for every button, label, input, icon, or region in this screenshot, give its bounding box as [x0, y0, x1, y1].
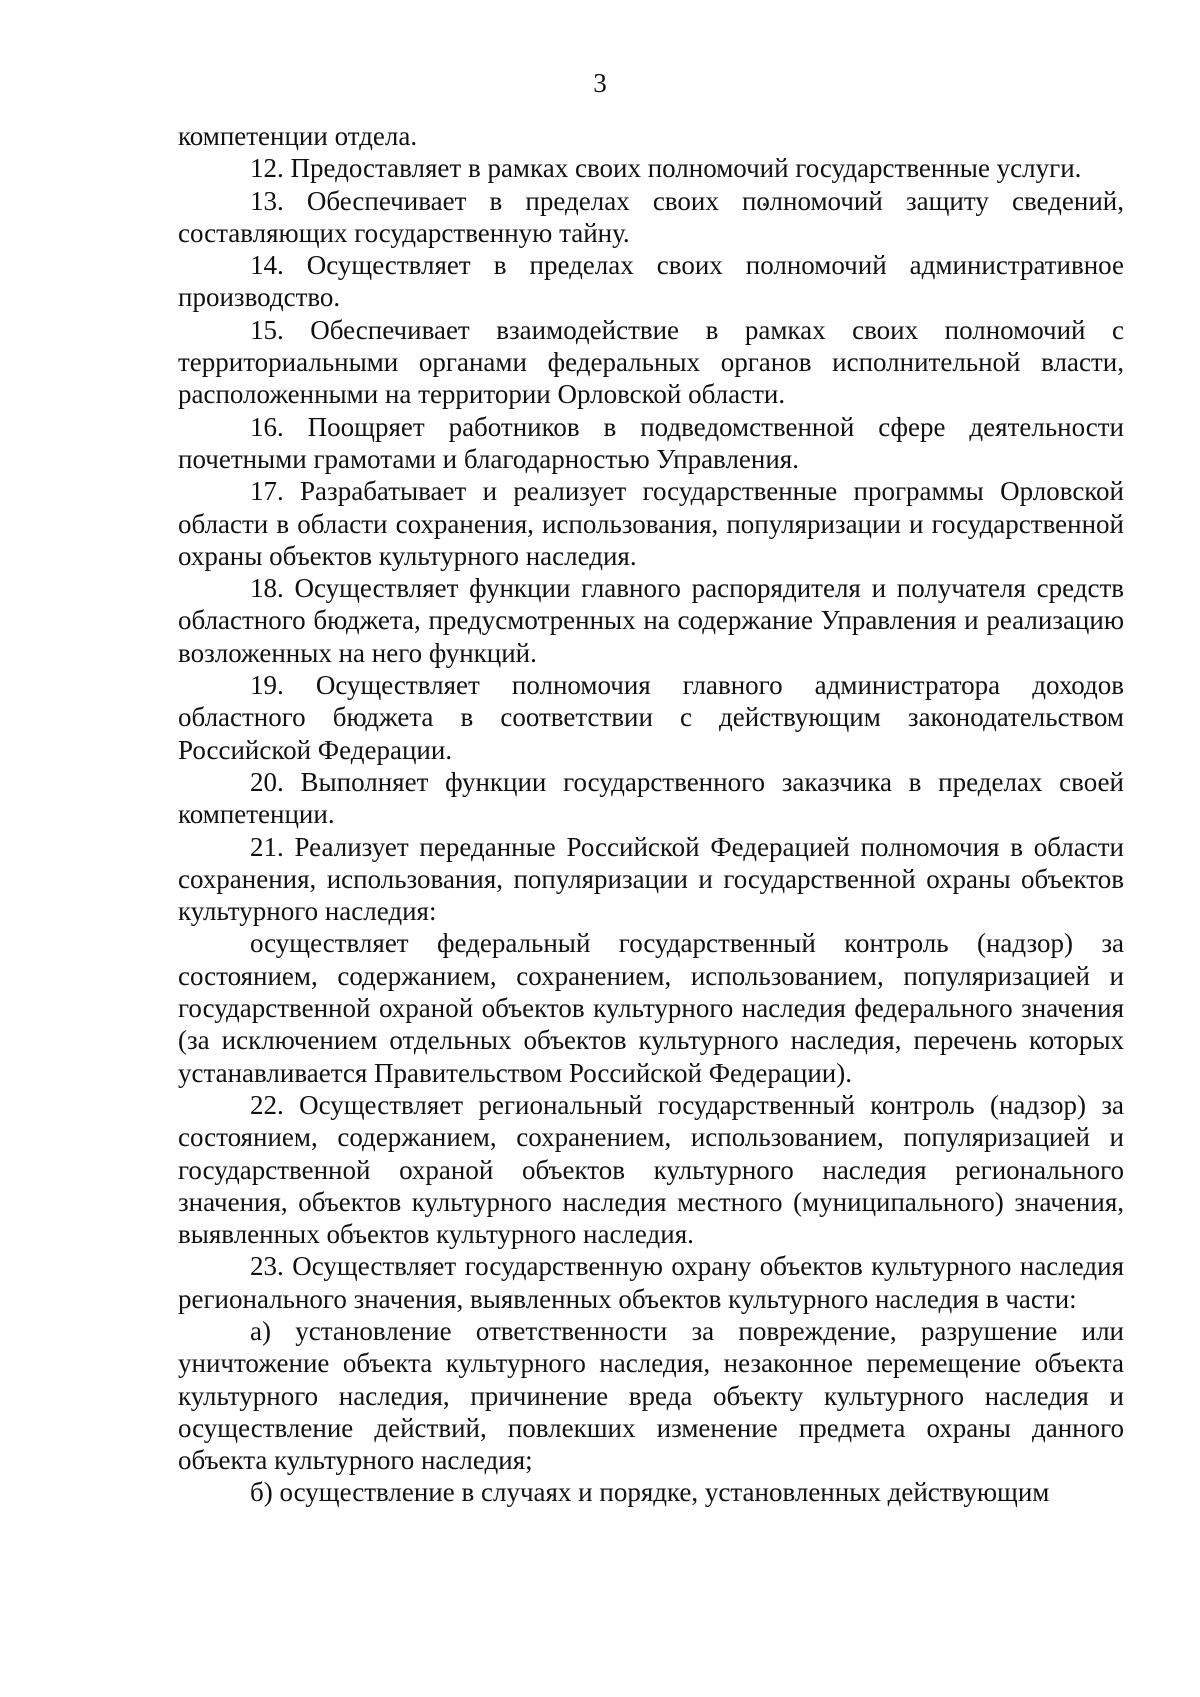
- paragraph-continuation: компетенции отдела.: [178, 121, 418, 151]
- paragraph-23-item-a: а) установление ответственности за повреждение, разрушение или уничтожение объекта культурного наследия, незаконное перемещение объекта культурного наследия, причинение вреда объекту культурного наследия и осуществление действий, повлекших изменение предмета охраны данного объекта культурного наследия;: [178, 1315, 1124, 1476]
- paragraph-21-subitem: осуществляет федеральный государственный контроль (надзор) за состоянием, содержанием, сохранением, использованием, популяризацией и государственной охраной объектов культурного наследия федерального значения (за исключением отдельных объектов культурного наследия, перечень которых устанавливается Правительством Российской Федерации).: [178, 928, 1124, 1088]
- paragraph-15: 15. Обеспечивает взаимодействие в рамках своих полномочий с территориальными органами федеральных органов исполнительной власти, расположенными на территории Орловской области.: [178, 314, 1124, 410]
- paragraph-23: 23. Осуществляет государственную охрану объектов культурного наследия регионального значения, выявленных объектов культурного наследия в части:: [178, 1251, 1124, 1314]
- paragraph-23-item-b: б) осуществление в случаях и порядке, установленных действующим: [250, 1477, 1050, 1508]
- paragraph-16: 16. Поощряет работников в подведомственной сфере деятельности почетными грамотами и благодарностью Управления.: [178, 411, 1124, 474]
- paragraph-18: 18. Осуществляет функции главного распорядителя и получателя средств областного бюджета, предусмотренных на содержание Управления и реализацию возложенных на него функций.: [178, 573, 1124, 668]
- paragraph-17: 17. Разрабатывает и реализует государственные программы Орловской области в области сохранения, использования, популяризации и государственной охраны объектов культурного наследия.: [178, 476, 1124, 571]
- paragraph-19: 19. Осуществляет полномочия главного администратора доходов областного бюджета в соответствии с действующим законодательством Российской Федерации.: [178, 670, 1124, 765]
- paragraph-22: 22. Осуществляет региональный государственный контроль (надзор) за состоянием, содержанием, сохранением, использованием, популяризацией и государственной охраной объектов культурного наследия регионального значения, объектов культурного наследия местного (муниципального) значения, выявленных объектов культурного наследия.: [178, 1089, 1124, 1250]
- paragraph-13: 13. Обеспечивает в пределах своих полномочий защиту сведений, составляющих государственную тайну.: [178, 185, 1124, 248]
- paragraph-20: 20. Выполняет функции государственного заказчика в пределах своей компетенции.: [178, 766, 1124, 830]
- paragraph-14: 14. Осуществляет в пределах своих полномочий административное производство.: [178, 250, 1124, 313]
- paragraph-21: 21. Реализует переданные Российской Федерацией полномочия в области сохранения, использования, популяризации и государственной охраны объектов культурного наследия:: [178, 831, 1124, 927]
- document-body: [178, 120, 1124, 1509]
- page-number: 3: [593, 68, 607, 98]
- paragraph-12: 12. Предоставляет в рамках своих полномочий государственные услуги.: [250, 153, 1082, 184]
